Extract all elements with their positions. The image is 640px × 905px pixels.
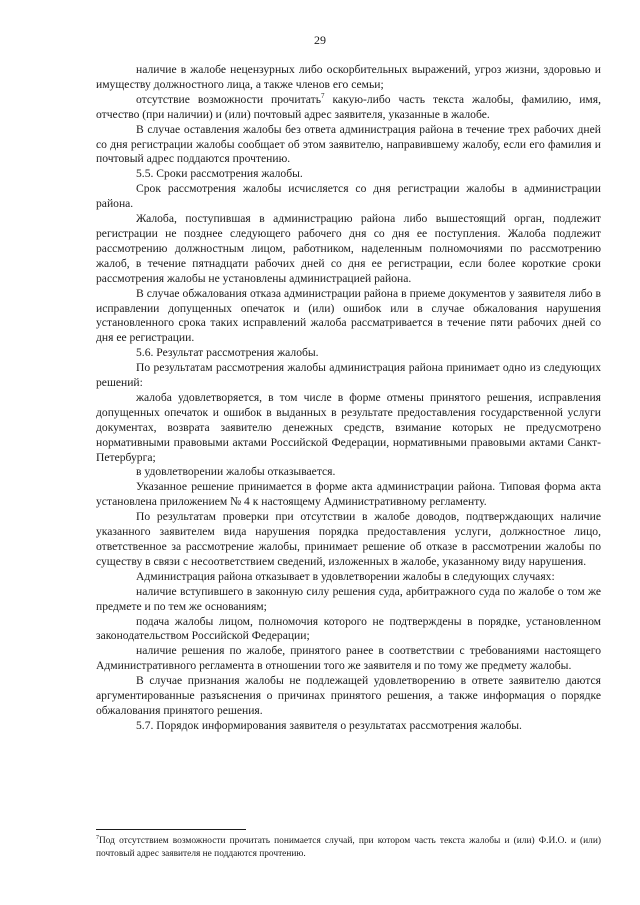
paragraph: В случае оставления жалобы без ответа администрация района в течение трех рабочих дней со дня регистрации жалобы сообщает об этом заявителю, направившему жалобу, если его фамилия и почтовый адрес поддаются прочтению.	[96, 122, 601, 166]
footnote	[96, 835, 601, 860]
paragraph: наличие вступившего в законную силу решения суда, арбитражного суда по жалобе о том же предмете и по тем же основаниям;	[96, 584, 601, 613]
paragraph: жалоба удовлетворяется, в том числе в форме отмены принятого решения, исправления допущенных опечаток и ошибок в выданных в результате предоставления государственной услуги документах, возврата заявителю денежных средств, взимание которых не предусмотрено нормативными правовыми актами Российской Федерации, нормативными правовыми актами Санкт-Петербурга;	[96, 390, 601, 464]
paragraph: В случае признания жалобы не подлежащей удовлетворению в ответе заявителю даются аргументированные разъяснения о причинах принятого решения, а также информация о порядке обжалования принятого решения.	[96, 674, 601, 717]
paragraph: По результатам рассмотрения жалобы администрация района принимает одно из следующих решений:	[96, 361, 601, 390]
paragraph: В случае обжалования отказа администрации района в приеме документов у заявителя либо в исправлении допущенных опечаток и (или) ошибок или в случае обжалования нарушения установленного срока таких исправлений жалоба рассматривается в течение пяти рабочих дней со дня ее регистрации.	[96, 286, 601, 345]
section-heading: 5.5. Сроки рассмотрения жалобы.	[136, 167, 303, 181]
paragraph: в удовлетворении жалобы отказывается.	[136, 465, 336, 479]
paragraph: Администрация района отказывает в удовлетворении жалобы в следующих случаях:	[136, 569, 555, 583]
footnote-text: Под отсутствием возможности прочитать понимается случай, при котором часть текста жалобы и (или) Ф.И.О. и (или) почтовый адрес заявителя не поддаются прочтению.	[96, 836, 601, 859]
paragraph: Срок рассмотрения жалобы исчисляется со дня регистрации жалобы в администрации района.	[96, 182, 601, 211]
paragraph-text: отсутствие возможности прочитать	[136, 92, 321, 106]
footnote-divider	[96, 829, 246, 830]
paragraph: подача жалобы лицом, полномочия которого не подтверждены в порядке, установленном законодательством Российской Федерации;	[96, 614, 601, 643]
paragraph: наличие в жалобе нецензурных либо оскорбительных выражений, угроз жизни, здоровью и имуществу должностного лица, а также членов его семьи;	[96, 63, 601, 91]
paragraph: Жалоба, поступившая в администрацию района либо вышестоящий орган, подлежит регистрации не позднее следующего рабочего дня со дня ее поступления. Жалоба подлежит рассмотрению должностным лицом, работником, наделенным полномочиями по рассмотрению жалоб, в течение пятнадцати рабочих дней со дня ее регистрации, если более короткие сроки рассмотрения жалобы не установлены администрацией района.	[96, 212, 601, 285]
section-heading: 5.6. Результат рассмотрения жалобы.	[136, 346, 319, 360]
section-heading: 5.7. Порядок информирования заявителя о результатах рассмотрения жалобы.	[136, 718, 522, 732]
page-number: 29	[314, 33, 326, 47]
paragraph: наличие решения по жалобе, принятого ранее в соответствии с требованиями настоящего Административного регламента в отношении того же заявителя и по тому же предмету жалобы.	[96, 644, 601, 673]
paragraph: Указанное решение принимается в форме акта администрации района. Типовая форма акта установлена приложением № 4 к настоящему Административному регламенту.	[96, 480, 601, 509]
footnote-marker: 7	[96, 834, 99, 841]
footnote-marker: 7	[320, 91, 325, 100]
paragraph-text: какую-либо часть текста жалобы, фамилию, имя, отчество (при наличии) и (или) почтовый адрес заявителя, указанные в жалобе.	[96, 92, 601, 121]
paragraph	[96, 93, 601, 123]
paragraph: По результатам проверки при отсутствии в жалобе доводов, подтверждающих наличие указанного заявителем вида нарушения порядка предоставления услуги, должностное лицо, ответственное за рассмотрение жалобы, принимает решение об отказе в рассмотрении жалобы по существу в связи с несоответствием сведений, изложенных в жалобе, указанному виду нарушения.	[96, 510, 601, 568]
body-text	[96, 63, 601, 734]
